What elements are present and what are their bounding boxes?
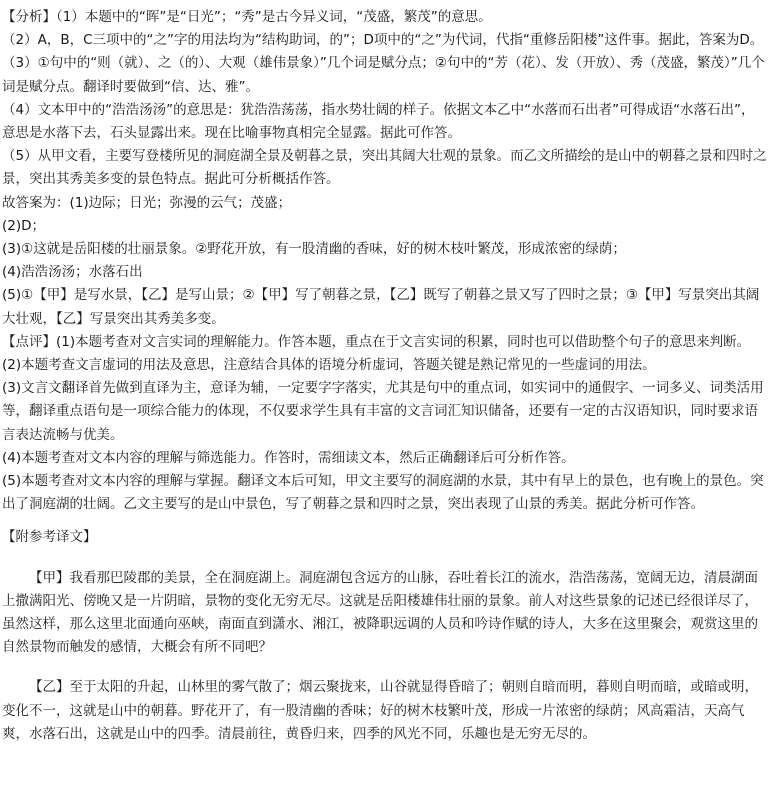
analysis-paragraph-2: （2）A，B，C三项中的“之”字的用法均为“结构助词，的”；D项中的“之”为代词，代指“重修岳阳楼”这件事。据此，答案为D。: [2, 32, 764, 49]
comment-1: 【点评】(1)本题考查对文言实词的理解能力。作答本题，重点在于文言实词的积累，同时也可以借助整个句子的意思来判断。: [2, 333, 751, 350]
answer-5: (5)①【甲】是写水景，【乙】是写山景；②【甲】写了朝暮之景，【乙】既写了朝暮之景又写了四时之景；③【甲】写景突出其阔大壮观，【乙】写景突出其秀美多变。: [2, 287, 760, 327]
spacer: [2, 659, 768, 676]
analysis-paragraph-5: （5）从甲文看，主要写登楼所见的洞庭湖全景及朝暮之景，突出其阔大壮观的景象。而乙文所描绘的是山中的朝暮之景和四时之景，突出其秀美多变的景色特点。据此可分析概括作答。: [2, 148, 767, 188]
translation-jia: 【甲】我看那巴陵郡的美景，全在洞庭湖上。洞庭湖包含远方的山脉，吞吐着长江的流水，浩浩荡荡，宽阔无边，清晨湖面上撒满阳光、傍晚又是一片阴暗，景物的变化无穷无尽。这就是岳阳楼雄伟壮丽的景象。前人对这些景象的记述已经很详尽了，虽然这样，那么这里北面通向巫峡，南面直到潇水、湘江，被降职远调的人员和吟诗作赋的诗人，大多在这里聚会，观赏这里的自然景物而触发的感情，大概会有所不同吧？: [2, 569, 758, 656]
answer-2: (2)D；: [2, 217, 46, 234]
answer-intro: 故答案为：(1)边际；日光；弥漫的云气；茂盛；: [2, 194, 292, 211]
answer-4: (4)浩浩汤汤；水落石出: [2, 264, 143, 281]
analysis-paragraph-3: （3）①句中的“则（就）、之（的）、大观（雄伟景象）”几个词是赋分点；②句中的“芳（花）、发（开放）、秀（茂盛，繁茂）”几个词是赋分点。翻译时要做到“信、达、雅”。: [2, 55, 765, 95]
translation-yi: 【乙】至于太阳的升起，山林里的雾气散了；烟云聚拢来，山谷就显得昏暗了；朝则自暗而明，暮则自明而暗，或暗或明，变化不一，这就是山中的朝暮。野花开了，有一股清幽的香味；好的树木枝繁叶茂，形成一片浓密的绿荫；风高霜洁，天高气爽，水落石出，这就是山中的四季。清晨前往，黄昏归来，四季的风光不同，乐趣也是无穷无尽的。: [2, 679, 758, 742]
answer-3: (3)①这就是岳阳楼的壮丽景象。②野花开放，有一股清幽的香味，好的树木枝叶繁茂，形成浓密的绿荫；: [2, 241, 626, 258]
analysis-paragraph-4: （4）文本甲中的“浩浩汤汤”的意思是：犹浩浩荡荡，指水势壮阔的样子。依据文本乙中“水落而石出者”可得成语“水落石出”，意思是水落下去，石头显露出来。现在比喻事物真相完全显露。据此可作答。: [2, 101, 755, 142]
comment-5: (5)本题考查对文本内容的理解与掌握。翻译文本后可知，甲文主要写的洞庭湖的水景，其中有早上的景色，也有晚上的景色。突出了洞庭湖的壮阔。乙文主要写的是山中景色，写了朝暮之景和四时之景，突出表现了山景的秀美。据此分析可作答。: [2, 473, 764, 513]
translation-heading: 【附参考译文】: [2, 529, 97, 546]
comment-2: (2)本题考查文言虚词的用法及意思，注意结合具体的语境分析虚词，答题关键是熟记常见的一些虚词的用法。: [2, 357, 656, 374]
comment-3: (3)文言文翻译首先做到直译为主，意译为辅，一定要字字落实，尤其是句中的重点词，如实词中的通假字、一词多义、词类活用等，翻译重点语句是一项综合能力的体现，不仅要求学生具有丰富的文言词汇知识储备，还要有一定的古汉语知识，同时要求语言表达流畅与优美。: [2, 380, 764, 443]
analysis-paragraph-1: 【分析】（1）本题中的“晖”是“日光”；“秀”是古今异义词，“茂盛，繁茂”的意思。: [2, 9, 492, 25]
spacer: [2, 550, 768, 567]
spacer: [2, 516, 768, 526]
comment-4: (4)本题考查对文本内容的理解与筛选能力。作答时，需细读文本，然后正确翻译后可分析作答。: [2, 449, 575, 466]
